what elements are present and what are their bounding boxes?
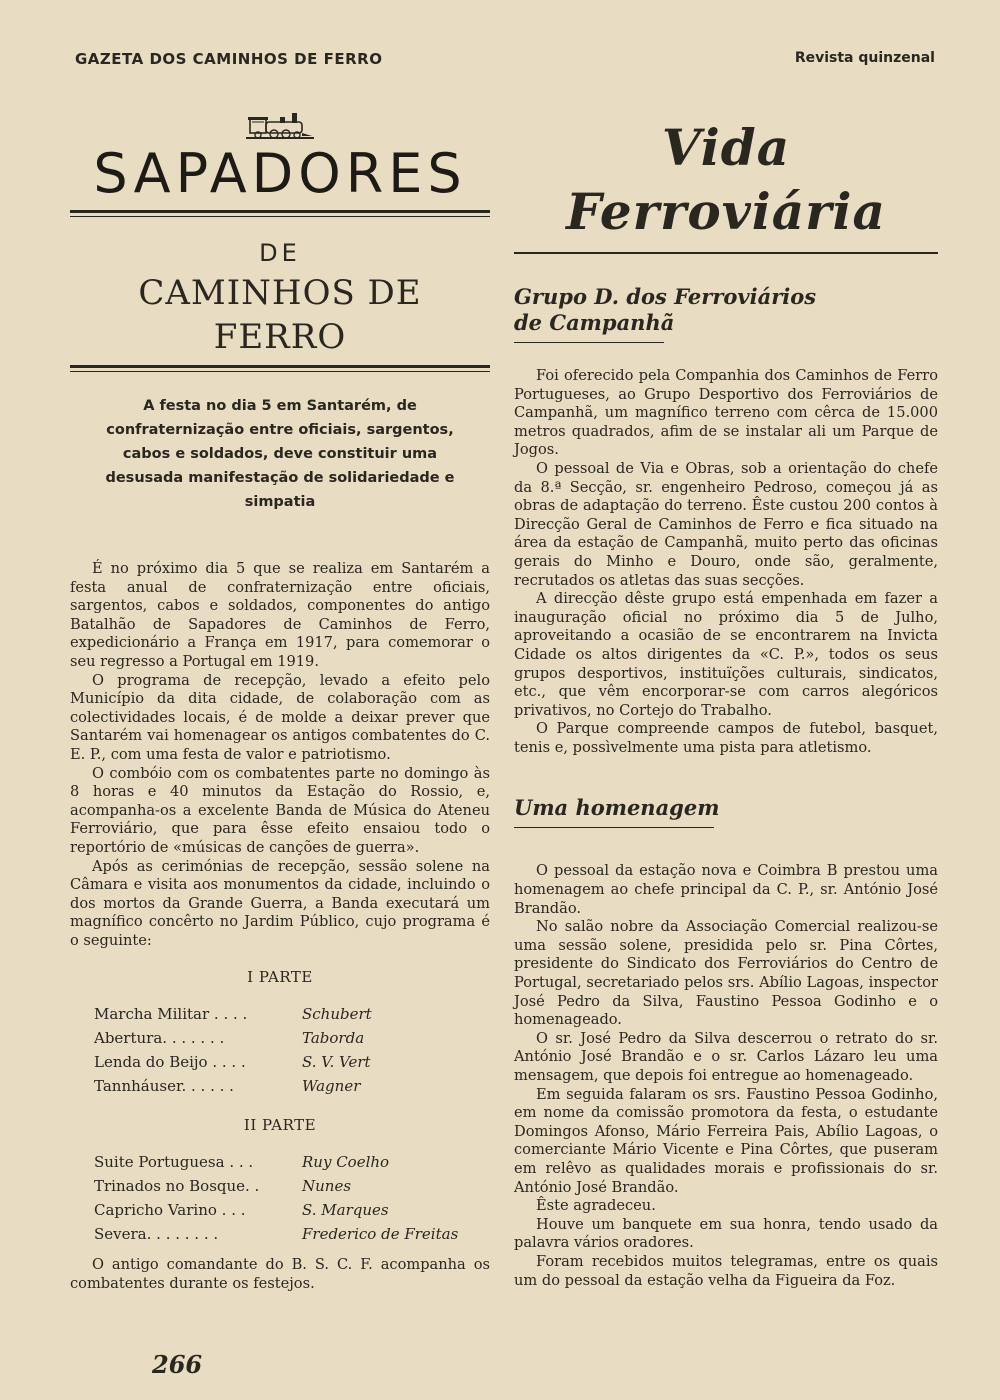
- piece-title: Abertura. . . . . . .: [94, 1029, 225, 1048]
- programme-row: [94, 1026, 490, 1050]
- composer: S. Marques: [302, 1201, 389, 1220]
- paragraph: O pessoal de Via e Obras, sob a orientação do chefe da 8.ª Secção, sr. engenheiro Pedroso, começou já as obras de adaptação do terreno. Êste custou 200 contos à Direcção Geral de Caminhos de Ferro e fica situado na área da estação de Campanhã, muito perto das oficinas gerais do Minho e Douro, onde são, geralmente, recrutados os atletas das suas secções.: [514, 459, 938, 589]
- publication-title: GAZETA DOS CAMINHOS DE FERRO: [75, 50, 383, 68]
- paragraph: A direcção dêste grupo está empenhada em fazer a inauguração oficial no próximo dia 5 de Julho, aproveitando a ocasião de se encontrarem na Invicta Cidade os altos dirigentes da «C. P.», todos os seus grupos desportivos, instituïções culturais, sindicatos, etc., que vêm encorporar-se com carros alegóricos privativos, no Cortejo do Trabalho.: [514, 590, 938, 719]
- programme-part-2-heading: II PARTE: [243, 1116, 317, 1135]
- article-title-de: DE: [259, 239, 301, 267]
- page-number: 266: [152, 1350, 203, 1379]
- news-heading-line: de Campanhã: [514, 310, 675, 335]
- article-lead: A festa no dia 5 em Santarém, de confraternização entre oficiais, sargentos, cabos e soldados, deve constituir uma desusada manifestação de solidariedade e simpatia: [105, 398, 455, 510]
- programme-part-1: [94, 1002, 490, 1098]
- piece-title: Capricho Varino . . .: [94, 1201, 246, 1220]
- paragraph: Foi oferecido pela Companhia dos Caminhos de Ferro Portugueses, ao Grupo Desportivo dos Ferroviários de Campanhã, um magnífico terreno com cêrca de 15.000 metros quadrados, afim de se instalar ali um Parque de Jogos.: [514, 367, 938, 459]
- article-body: [70, 560, 490, 950]
- programme-row: [94, 1174, 490, 1198]
- composer: Nunes: [302, 1177, 352, 1196]
- programme-row: [94, 1050, 490, 1074]
- programme-part-1-heading: I PARTE: [247, 968, 313, 987]
- news-body-homenagem: [514, 862, 938, 1290]
- piece-title: Tannháuser. . . . . .: [94, 1077, 234, 1096]
- article-subtitle: CAMINHOS DE FERRO: [138, 273, 422, 357]
- subtitle-rule: [70, 365, 490, 372]
- composer: Frederico de Freitas: [302, 1225, 459, 1244]
- paragraph: O pessoal da estação nova e Coimbra B prestou uma homenagem ao chefe principal da C. P., sr. António José Brandão.: [514, 862, 938, 917]
- paragraph: O antigo comandante do B. S. C. F. acompanha os combatentes durante os festejos.: [70, 1256, 490, 1293]
- left-column: [70, 110, 490, 1294]
- piece-title: Severa. . . . . . . .: [94, 1225, 219, 1244]
- composer: Schubert: [302, 1005, 372, 1024]
- title-rule: [70, 210, 490, 217]
- paragraph: O combóio com os combatentes parte no domingo às 8 horas e 40 minutos da Estação do Rossio, e, acompanha-os a excelente Banda de Música do Ateneu Ferroviário, que para êsse efeito ensaiou todo o reportório de «músicas de canções de guerra».: [70, 764, 490, 856]
- section-title-rule: [514, 252, 938, 254]
- paragraph: O programa de recepção, levado a efeito pelo Município da dita cidade, de colaboração com as colectividades locais, é de molde a deixar prever que Santarém vai homenagear os antigos combatentes do C. E. P., com uma festa de valor e patriotismo.: [70, 671, 490, 763]
- publication-frequency: Revista quinzenal: [794, 50, 935, 66]
- composer: S. V. Vert: [302, 1053, 371, 1072]
- paragraph: Em seguida falaram os srs. Faustino Pessoa Godinho, em nome da comissão promotora da festa, o estudante Domingos Afonso, Mário Ferreira Pais, Abílio Lagoas, o comerciante Mário Vicente e Pina Côrtes, que puseram em relêvo as qualidades morais e profissionais do sr. António José Brandão.: [514, 1085, 938, 1196]
- piece-title: Marcha Militar . . . .: [94, 1005, 248, 1024]
- composer: Ruy Coelho: [302, 1153, 390, 1172]
- programme-row: [94, 1198, 490, 1222]
- article-closing: [70, 1256, 490, 1293]
- heading-underline: [514, 342, 664, 343]
- news-heading-line: Grupo D. dos Ferroviários: [514, 284, 817, 309]
- programme-part-2: [94, 1150, 490, 1246]
- news-body-campanha: [514, 367, 938, 757]
- composer: Taborda: [302, 1029, 365, 1048]
- piece-title: Trinados no Bosque. .: [94, 1177, 260, 1196]
- paragraph: O Parque compreende campos de futebol, basquet, tenis e, possìvelmente uma pista para atletismo.: [514, 720, 938, 756]
- programme-row: [94, 1074, 490, 1098]
- paragraph: O sr. José Pedro da Silva descerrou o retrato do sr. António José Brandão e o sr. Carlos Lázaro leu uma mensagem, que depois foi entregue ao homenageado.: [514, 1029, 938, 1084]
- heading-underline: [514, 827, 714, 828]
- paragraph: Houve um banquete em sua honra, tendo usado da palavra vários oradores.: [514, 1215, 938, 1252]
- article-title: SAPADORES: [93, 142, 467, 205]
- paragraph: Foram recebidos muitos telegramas, entre os quais um do pessoal da estação velha da Figueira da Foz.: [514, 1252, 938, 1289]
- paragraph: No salão nobre da Associação Comercial realizou-se uma sessão solene, presidida pelo sr. Pina Côrtes, presidente do Sindicato dos Ferroviários do Centro de Portugal, secretariado pelos srs. Abílio Lagoas, inspector José Pedro da Silva, Faustino Pessoa Godinho e o homenageado.: [514, 918, 938, 1029]
- section-title: Vida Ferroviária: [566, 118, 886, 241]
- news-heading-campanha: [514, 284, 938, 336]
- programme-row: [94, 1002, 490, 1026]
- locomotive-icon: [244, 110, 316, 140]
- news-heading-homenagem: Uma homenagem: [514, 795, 720, 821]
- paragraph: Êste agradeceu.: [536, 1197, 656, 1215]
- paragraph: Após as cerimónias de recepção, sessão solene na Câmara e visita aos monumentos da cidade, incluindo o dos mortos da Grande Guerra, a Banda executará um magnífico concêrto no Jardim Público, cujo programa é o seguinte:: [70, 857, 490, 949]
- paragraph: É no próximo dia 5 que se realiza em Santarém a festa anual de confraternização entre oficiais, sargentos, cabos e soldados, componentes do antigo Batalhão de Sapadores de Caminhos de Ferro, expedicionário a França em 1917, para comemorar o seu regresso a Portugal em 1919.: [70, 560, 490, 670]
- programme-row: [94, 1150, 490, 1174]
- composer: Wagner: [302, 1077, 361, 1096]
- right-column: [514, 110, 938, 1290]
- programme-row: [94, 1222, 490, 1246]
- piece-title: Lenda do Beijo . . . .: [94, 1053, 246, 1072]
- piece-title: Suite Portuguesa . . .: [94, 1153, 254, 1172]
